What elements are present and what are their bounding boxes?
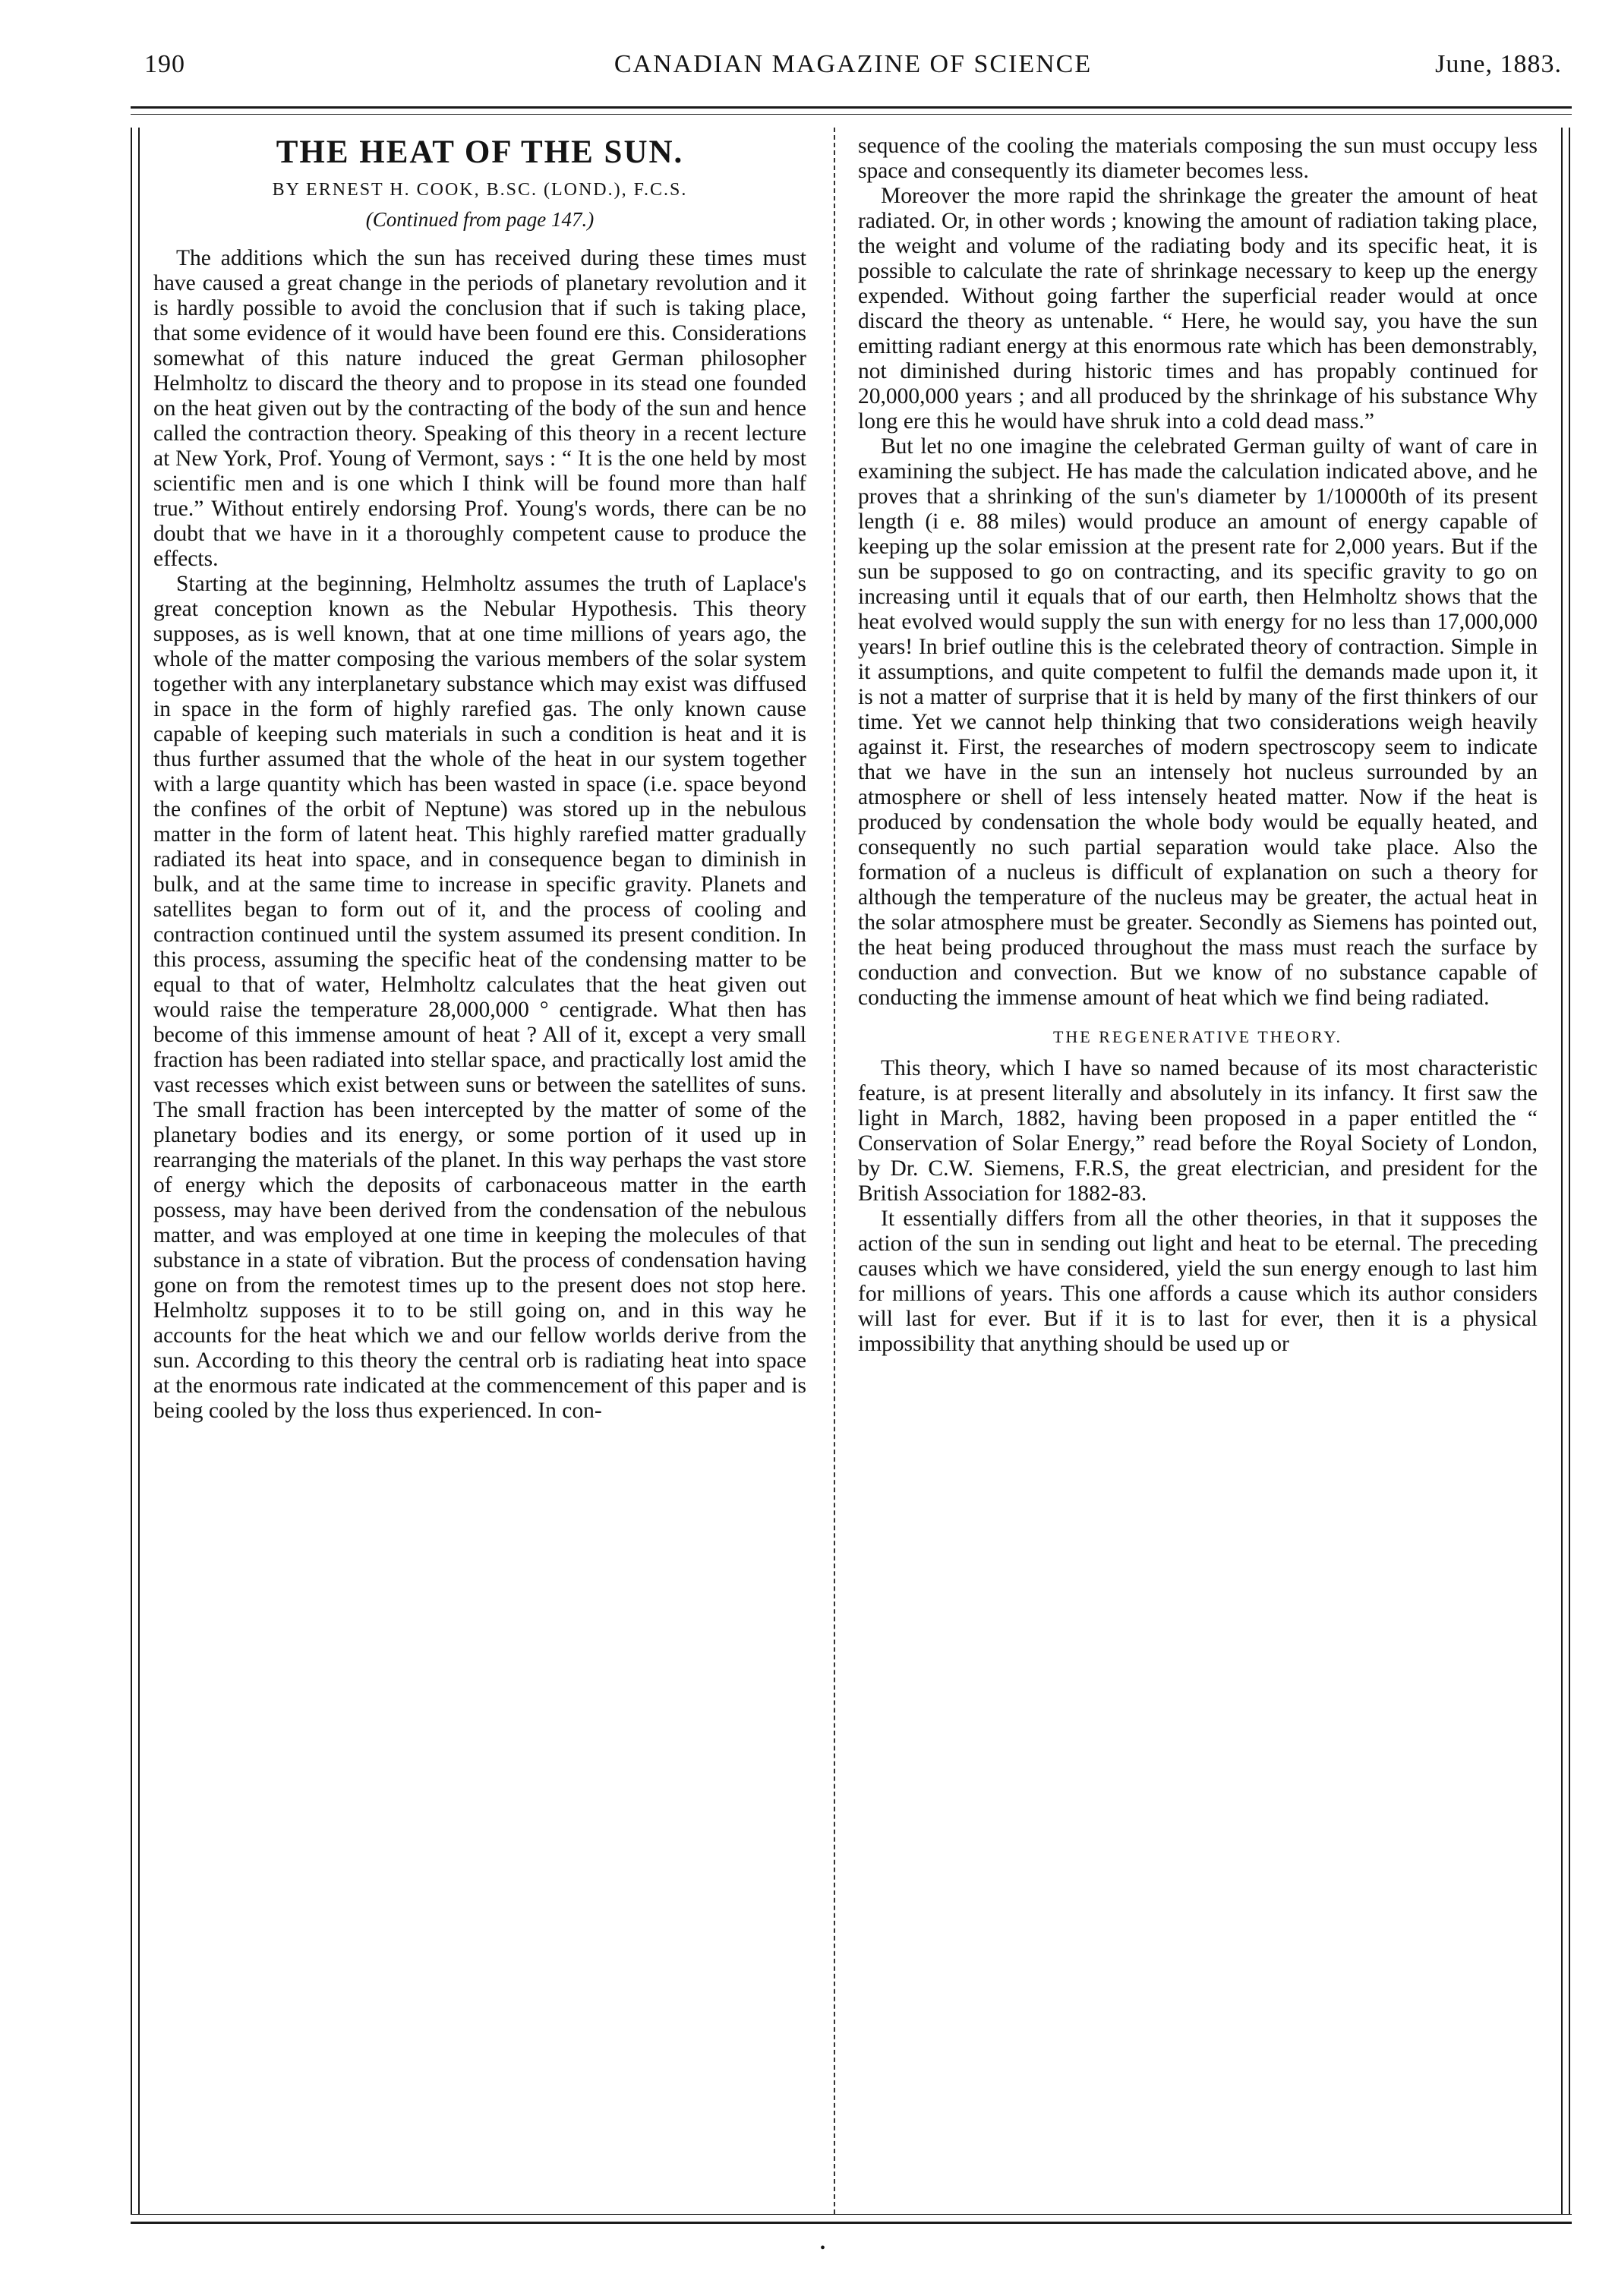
frame-left-inner-rule bbox=[138, 128, 140, 2214]
paragraph: But let no one imagine the celebrated German guilty of want of care in examining the subject. He has made the calculation indicated above, and he proves that a shrinking of the sun's diameter by 1/10000th of its present length (i e. 88 miles) would produce an amount of energy capable of keeping up the solar emission at the present rate for 2,000 years. But if the sun be supposed to go on contracting, and its specific gravity to go on increasing until it equals that of our earth, then Helmholtz shows that the heat evolved would supply the sun with energy for no less than 17,000,000 years! In brief outline this is the celebrated theory of contraction. Simple in it assumptions, and quite competent to fulfil the demands made upon it, it is not a matter of surprise that it is held by many of the first thinkers of our time. Yet we cannot help thinking that two considerations weigh heavily against it. First, the researches of modern spectroscopy seem to indicate that we have in the sun an intensely hot nucleus surrounded by an atmosphere or shell of less intensely heated matter. Now if the heat is produced by condensation the whole body would be equally heated, and consequently no such partial separation would take place. Also the formation of a nucleus is difficult of explanation on such a theory for although the temperature of the nucleus may be greater, the actual heat in the solar atmosphere must be greater. Secondly as Siemens has pointed out, the heat being produced throughout the mass must reach the surface by conduction and convection. But we know of no substance capable of conducting the immense amount of heat which we find being radiated. bbox=[858, 434, 1538, 1010]
article-title: THE HEAT OF THE SUN. bbox=[276, 134, 684, 170]
right-column bbox=[858, 134, 1538, 2214]
paragraph: Moreover the more rapid the shrinkage the greater the amount of heat radiated. Or, in other words ; knowing the amount of radiation taking place, the weight and volume of the radiating body and its specific heat, it is possible to calculate the rate of shrinkage necessary to keep up the energy expended. Without going farther the superficial reader would at once discard the theory as untenable. “ Here, he would say, you have the sun emitting radiant energy at this enormous rate which has been demonstrably, not diminished during historic times and has propably continued for 20,000,000 years ; and all produced by the shrinkage of his substance Why long ere this he would have shruk into a cold dead mass.” bbox=[858, 184, 1538, 434]
column-divider bbox=[834, 128, 835, 2214]
left-column bbox=[153, 134, 806, 2214]
header-rule-top bbox=[131, 106, 1572, 109]
page-number: 190 bbox=[144, 50, 185, 78]
frame-left-rule bbox=[131, 128, 132, 2214]
magazine-title: CANADIAN MAGAZINE OF SCIENCE bbox=[614, 50, 1093, 78]
section-heading: THE REGENERATIVE THEORY. bbox=[1052, 1027, 1342, 1046]
printer-mark: • bbox=[820, 2240, 826, 2257]
footer-rule-inner bbox=[131, 2214, 1572, 2215]
paragraph: This theory, which I have so named because of its most characteristic feature, is at present literally and absolutely in its infancy. It first saw the light in March, 1882, having been proposed in a paper entitled the “ Conservation of Solar Energy,” read before the Royal Society of London, by Dr. C.W. Siemens, F.R.S, the great electrician, and president for the British Association for 1882-83. bbox=[858, 1056, 1538, 1206]
frame-right-rule bbox=[1569, 128, 1570, 2214]
continued-note: (Continued from page 147.) bbox=[365, 208, 595, 231]
paragraph: Starting at the beginning, Helmholtz assumes the truth of Laplace's great conception known as the Nebular Hypothesis. This theory supposes, as is well known, that at one time millions of years ago, the whole of the matter composing the various members of the solar system together with any interplanetary substance which may exist was diffused in space in the form of highly rarefied gas. The only known cause capable of keeping such materials in such a condition is heat and it is thus further assumed that the whole of the heat in our system together with a large quantity which has been wasted in space (i.e. space beyond the confines of the orbit of Neptune) was stored up in the nebulous matter in the form of latent heat. This highly rarefied matter gradually radiated its heat into space, and in consequence began to diminish in bulk, and at the same time to increase in specific gravity. Planets and satellites began to form out of it, and the process of cooling and contraction continued until the system assumed its present condition. In this process, assuming the specific heat of the condensing matter to be equal to that of water, Helmholtz calculates that the heat given out would raise the temperature 28,000,000 ° centigrade. What then has become of this immense amount of heat ? All of it, except a very small fraction has been radiated into stellar space, and practically lost amid the vast recesses which exist between suns or between the satellites of suns. The small fraction has been intercepted by the matter of some of the planetary bodies and its energy, or some portion of it used up in rearranging the materials of the planet. In this way perhaps the vast store of energy which the deposits of carbonaceous matter in the earth possess, may have been derived from the condensation of the nebulous matter, and was employed at one time in keeping the molecules of that substance in a state of vibration. But the process of condensation having gone on from the remotest times up to the present does not stop here. Helmholtz supposes it to to be still going on, and in this way he accounts for the heat which we and our fellow worlds derive from the sun. According to this theory the central orb is radiating heat into space at the enormous rate indicated at the commencement of this paper and is being cooled by the loss thus experienced. In con- bbox=[153, 572, 806, 1423]
paragraph: It essentially differs from all the other theories, in that it supposes the action of the sun in sending out light and heat to be eternal. The preceding causes which we have considered, yield the sun energy enough to last him for millions of years. This one affords a cause which its author considers will last for ever. But if it is to last for ever, then it is a physical impossibility that anything should be used up or bbox=[858, 1206, 1538, 1356]
frame-right-inner-rule bbox=[1561, 128, 1563, 2214]
footer-rule-bottom bbox=[131, 2222, 1572, 2224]
paragraph: sequence of the cooling the materials composing the sun must occupy less space and consequently its diameter becomes less. bbox=[858, 134, 1538, 183]
paragraph: The additions which the sun has received during these times must have caused a great change in the periods of planetary revolution and it is hardly possible to avoid the conclusion that if such is taking place, that some evidence of it would have been found ere this. Considerations somewhat of this nature induced the great German philosopher Helmholtz to discard the theory and to propose in its stead one founded on the heat given out by the contracting of the body of the sun and hence called the contraction theory. Speaking of this theory in a recent lecture at New York, Prof. Young of Vermont, says : “ It is the one held by most scientific men and is one which I think will be found more than half true.” Without entirely endorsing Prof. Young's words, there can be no doubt that we have in it a thoroughly competent cause to produce the effects. bbox=[153, 246, 806, 571]
header-rule-inner bbox=[131, 114, 1572, 115]
issue-date: June, 1883. bbox=[1435, 50, 1562, 78]
article-byline: BY ERNEST H. COOK, B.SC. (LOND.), F.C.S. bbox=[272, 180, 688, 200]
running-header bbox=[144, 50, 1562, 88]
